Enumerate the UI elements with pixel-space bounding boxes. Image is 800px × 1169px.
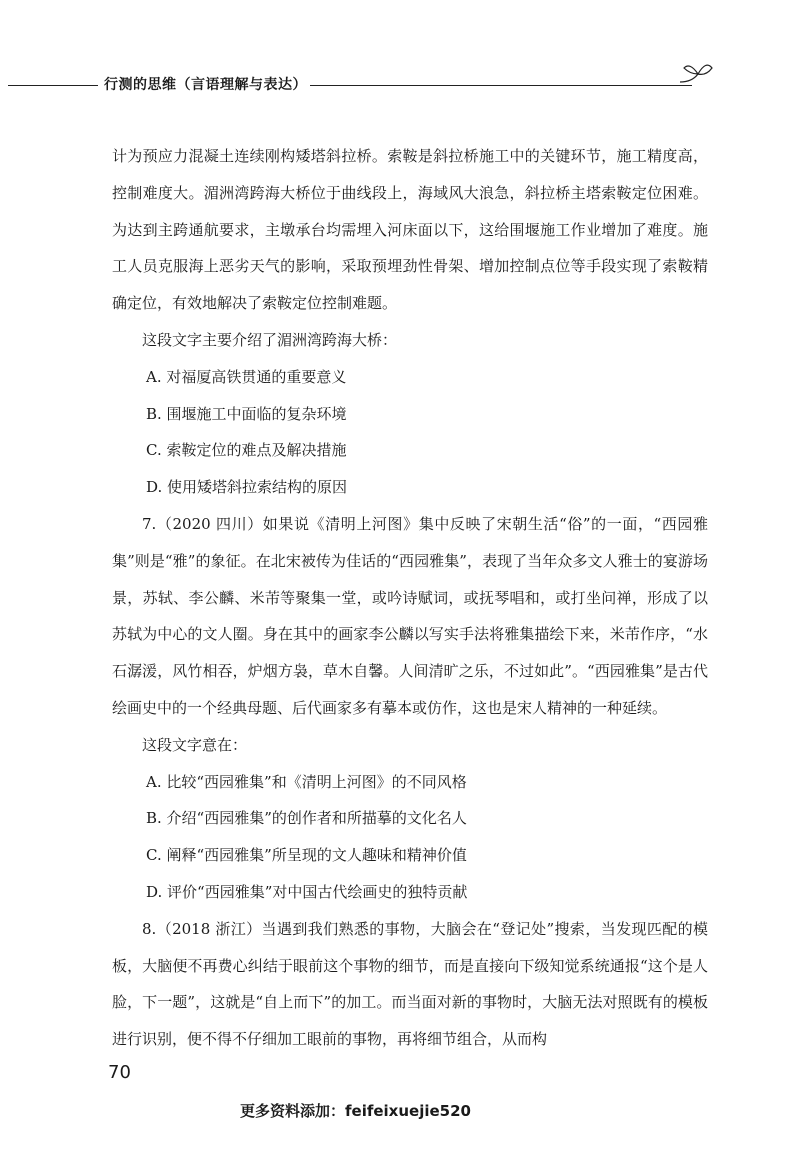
question-6-stem: 这段文字主要介绍了湄洲湾跨海大桥： (142, 330, 398, 349)
header-rule-left (8, 85, 98, 86)
paragraph-bridge: 计为预应力混凝土连续刚构矮塔斜拉桥。索鞍是斜拉桥施工中的关键环节，施工精度高，控制难度大。湄洲湾跨海大桥位于曲线段上，海域风大浪急，斜拉桥主塔索鞍定位困难。为达到主跨通航要求，主墩承台均需埋入河床面以下，这给围堰施工作业增加了难度。施工人员克服海上恶劣天气的影响，采取预埋劲性骨架、增加控制点位等手段实现了索鞍精确定位，有效地解决了索鞍定位控制难题。 (112, 147, 708, 313)
question-8-passage: 8.（2018 浙江）当遇到我们熟悉的事物，大脑会在“登记处”搜索，当发现匹配的模板，大脑便不再费心纠结于眼前这个事物的细节，而是直接向下级知觉系统通报“这个是人脸，下一题”，这就是“自上而下”的加工。而当面对新的事物时，大脑无法对照既有的模板进行识别，便不得不仔细加工眼前的事物，再将细节组合，从而构 (112, 919, 708, 1049)
q6-option-c: C. 索鞍定位的难点及解决措施 (146, 441, 347, 460)
header-title: 行测的思维（言语理解与表达） (104, 77, 307, 93)
sprout-icon (678, 60, 714, 90)
page-body (112, 138, 708, 1058)
q6-option-a: A. 对福厦高铁贯通的重要意义 (146, 367, 347, 386)
question-7-stem: 这段文字意在： (142, 735, 248, 754)
running-header (0, 66, 800, 96)
q7-option-d: D. 评价“西园雅集”对中国古代绘画史的独特贡献 (146, 882, 468, 901)
question-7-passage: 7.（2020 四川）如果说《清明上河图》集中反映了宋朝生活“俗”的一面，“西园雅集”则是“雅”的象征。在北宋被传为佳话的“西园雅集”，表现了当年众多文人雅士的宴游场景，苏轼、李公麟、米芾等聚集一堂，或吟诗赋词，或抚琴唱和，或打坐问禅，形成了以苏轼为中心的文人圈。身在其中的画家李公麟以写实手法将雅集描绘下来，米芾作序，“水石潺湲，风竹相吞，炉烟方袅，草木自馨。人间清旷之乐，不过如此”。“西园雅集”是古代绘画史中的一个经典母题、后代画家多有摹本或仿作，这也是宋人精神的一种延续。 (112, 514, 708, 717)
q7-option-c: C. 阐释“西园雅集”所呈现的文人趣味和精神价值 (146, 846, 467, 865)
q7-option-a: A. 比较“西园雅集”和《清明上河图》的不同风格 (146, 772, 467, 791)
page-number: 70 (108, 1062, 131, 1083)
watermark-text: 更多资料添加：feifeixuejie520 (240, 1102, 471, 1120)
q6-option-d: D. 使用矮塔斜拉索结构的原因 (146, 478, 348, 497)
q7-option-b: B. 介绍“西园雅集”的创作者和所描摹的文化名人 (146, 809, 467, 828)
q6-option-b: B. 围堰施工中面临的复杂环境 (146, 404, 347, 423)
header-rule-right (310, 85, 692, 86)
